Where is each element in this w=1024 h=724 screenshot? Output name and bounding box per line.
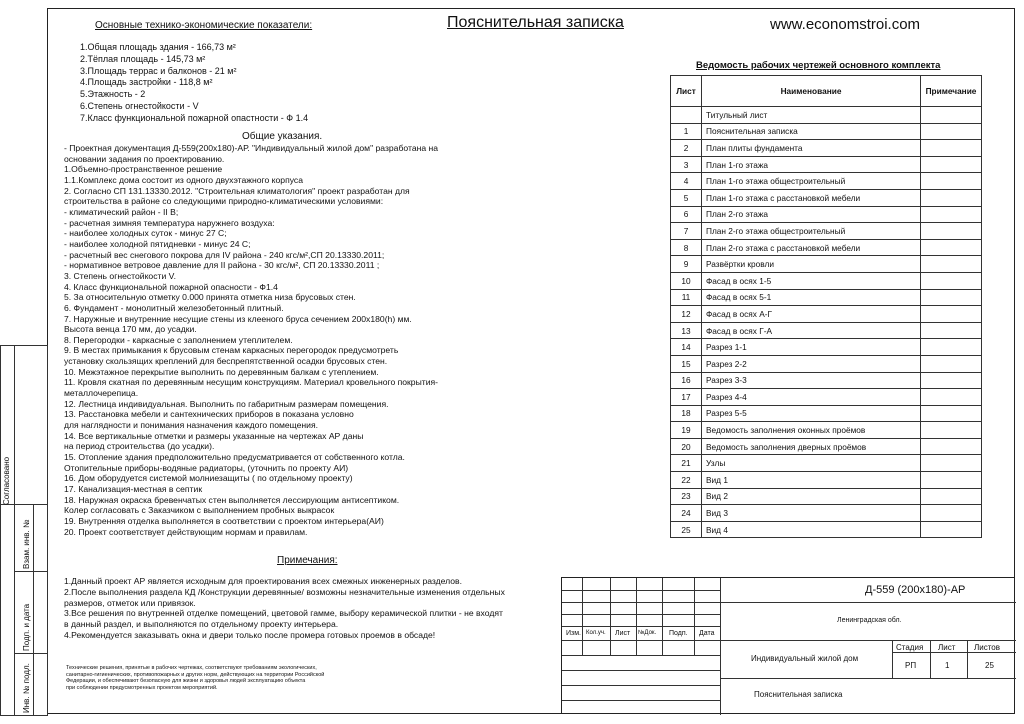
inv-podl-label: Инв. № подл. [22, 663, 31, 713]
text-line: Технические решения, принятые в рабочих чертежах, соответствуют требованиям экологических, [66, 665, 317, 671]
soglasovano-label: Согласовано [2, 456, 11, 505]
general-instructions-title: Общие указания. [242, 131, 323, 142]
table-row [671, 256, 982, 273]
sheet-number-cell: 24 [671, 505, 702, 522]
col-label-doc: №Док. [638, 630, 657, 636]
sheet-name-cell: Разрез 4-4 [702, 389, 921, 406]
text-line: 6. Фундамент - монолитный железобетонный плитный. [64, 302, 284, 313]
list-item: 2.Тёплая площадь - 145,73 м² [80, 53, 206, 64]
general-instructions-body [64, 143, 549, 537]
sheet-note-cell [921, 438, 982, 455]
table-row [671, 206, 982, 223]
tech-indicators-title: Основные технико-экономические показатели: [95, 20, 313, 31]
table-row [671, 223, 982, 240]
text-line: Высота венца 170 мм, до усадки. [64, 324, 197, 335]
text-line: 20. Проект соответствует действующим нормам и правилам. [64, 526, 308, 537]
text-line: 1.Объемно-пространственное решение [64, 164, 223, 175]
sheet-note-cell [921, 389, 982, 406]
text-line: металлочерепица. [64, 388, 139, 399]
table-row [671, 505, 982, 522]
text-line: 7. Наружные и внутренние несущие стены из клееного бруса сечением 200х180(h) мм. [64, 313, 412, 324]
region: Ленинградская обл. [837, 617, 902, 624]
sheet-name-cell: Фасад в осях 5-1 [702, 289, 921, 306]
table-row [671, 488, 982, 505]
drawings-register-title: Ведомость рабочих чертежей основного комплекта [696, 60, 941, 71]
sheet-note-cell [921, 156, 982, 173]
text-line: Федерации, и обеспечивают безопасную для жизни и здоровья людей эксплуатацию объекта [66, 678, 306, 684]
text-line: установку скользящих креплений для беспрепятственной осадки брусовых стен. [64, 356, 388, 367]
sheet-name-cell: План 2-го этажа общестроительный [702, 223, 921, 240]
text-line: 4.Рекомендуется заказывать окна и двери только после промера готовых проемов в обсаде! [64, 629, 436, 640]
notes-body [64, 576, 559, 641]
sheet-value: 1 [945, 661, 950, 670]
text-line: 12. Лестница индивидуальная. Выполнить по габаритным размерам помещения. [64, 398, 389, 409]
text-line: 19. Внутренняя отделка выполняется в соответствии с проектом интерьера(АИ) [64, 515, 384, 526]
list-item: 5.Этажность - 2 [80, 89, 146, 100]
text-line: - нормативное ветровое давление для II района - 30 кгс/м², СП 20.13330.2011 ; [64, 260, 380, 271]
table-row [671, 438, 982, 455]
list-item: 7.Класс функциональной пожарной опастности - Ф 1.4 [80, 112, 309, 123]
sheet-number-cell: 6 [671, 206, 702, 223]
sheet-number-cell: 2 [671, 140, 702, 157]
text-line: 4. Класс функциональной пожарной опасности - Ф1.4 [64, 281, 278, 292]
text-line: для наглядности и понимания назначения каждого помещения. [64, 420, 319, 431]
sheet-number-cell: 3 [671, 156, 702, 173]
sheet-note-cell [921, 140, 982, 157]
text-line: 18. Наружная окраска бревенчатых стен выполняется лессирующим антисептиком. [64, 494, 400, 505]
table-header-row [671, 76, 982, 107]
sheet-note-cell [921, 123, 982, 140]
title-block [561, 577, 1015, 714]
sheet-number-cell: 11 [671, 289, 702, 306]
sheet-name-cell: Вид 1 [702, 472, 921, 489]
table-row [671, 322, 982, 339]
text-line: - климатический район - II В; [64, 206, 179, 217]
sheet-note-cell [921, 256, 982, 273]
sheet-note-cell [921, 223, 982, 240]
list-item: 6.Степень огнестойкости - V [80, 100, 199, 111]
sheet-label: Лист [938, 643, 956, 652]
sheet-name-cell: Разрез 3-3 [702, 372, 921, 389]
table-row [671, 272, 982, 289]
text-line: 14. Все вертикальные отметки и размеры указанные на чертежах АР даны [64, 430, 364, 441]
text-line: - расчетная зимняя температура наружнего воздуха: [64, 217, 275, 228]
list-item: 1.Общая площадь здания - 166,73 м² [80, 42, 236, 52]
text-line: 3.Все решения по внутренней отделке помещений, цветовой гамме, выбору керамической плитки - не входят [64, 608, 503, 619]
sheet-name-cell: План 2-го этажа с расстановкой мебели [702, 239, 921, 256]
sheet-note-cell [921, 505, 982, 522]
sheet-name-cell: Пояснительная записка [702, 123, 921, 140]
compliance-disclaimer [66, 665, 396, 691]
vzam-inv-label: Взам. инв. № [22, 519, 31, 569]
col-label-kol: Кол.уч. [586, 630, 606, 636]
sheet-number-cell: 25 [671, 521, 702, 538]
sheet-name-cell: Фасад в осях Г-А [702, 322, 921, 339]
column-header-name: Наименование [702, 76, 921, 107]
sheet-number-cell: 16 [671, 372, 702, 389]
col-label-list: Лист [615, 630, 631, 637]
sheet-note-cell [921, 322, 982, 339]
sheet-note-cell [921, 339, 982, 356]
text-line: 10. Межэтажное перекрытие выполнить по деревянным балкам с утеплением. [64, 366, 379, 377]
site-url: www.economstroi.com [770, 16, 921, 33]
sheet-number-cell: 20 [671, 438, 702, 455]
text-line: 3. Степень огнестойкости V. [64, 270, 176, 281]
sheet-number-cell: 7 [671, 223, 702, 240]
text-line: 16. Дом оборудуется системой молниезащиты ( по отдельному проекту) [64, 473, 353, 484]
table-row [671, 289, 982, 306]
sheet-number-cell: 19 [671, 422, 702, 439]
sheet-note-cell [921, 272, 982, 289]
sheet-name-cell: Фасад в осях А-Г [702, 306, 921, 323]
table-row [671, 156, 982, 173]
table-row [671, 189, 982, 206]
sheet-note-cell [921, 472, 982, 489]
text-line: - Проектная документация Д-559(200х180)-АР. "Индивидуальный жилой дом" разработана на [64, 143, 439, 153]
sheet-number-cell [671, 107, 702, 124]
sheet-name-cell: Вид 3 [702, 505, 921, 522]
table-row [671, 355, 982, 372]
sheet-number-cell: 17 [671, 389, 702, 406]
sheet-note-cell [921, 405, 982, 422]
table-row [671, 422, 982, 439]
sheet-name-cell: Ведомость заполнения оконных проёмов [702, 422, 921, 439]
document-title: Пояснительная записка [447, 14, 624, 31]
table-row [671, 107, 982, 124]
sheet-name-cell: Разрез 1-1 [702, 339, 921, 356]
sheet-note-cell [921, 206, 982, 223]
text-line: 8. Перегородки - каркасные с заполнением утеплителем. [64, 334, 293, 345]
text-line: 5. За относительную отметку 0.000 принята отметка низа брусовых стен. [64, 292, 356, 303]
sheet-number-cell: 23 [671, 488, 702, 505]
text-line: 2. Согласно СП 131.13330.2012. "Строительная климатология" проект разработан для [64, 185, 410, 196]
table-row [671, 173, 982, 190]
table-row [671, 123, 982, 140]
text-line: 15. Отопление здания предположительно предусматривается от собственного котла. [64, 452, 405, 463]
column-header-note: Примечание [921, 76, 982, 107]
approval-strip [0, 345, 47, 715]
sheet-number-cell: 8 [671, 239, 702, 256]
sheet-note-cell [921, 372, 982, 389]
podp-data-label: Подп. и дата [22, 603, 31, 651]
table-row [671, 140, 982, 157]
text-line: Отопительные приборы-водяные радиаторы, (уточнить по проекту АИ) [64, 462, 349, 473]
table-row [671, 405, 982, 422]
sheet-name-cell: Ведомость заполнения дверных проёмов [702, 438, 921, 455]
sheets-value: 25 [985, 661, 994, 670]
sheet-name-cell: План 1-го этажа [702, 156, 921, 173]
list-item: 3.Площадь террас и балконов - 21 м² [80, 65, 237, 76]
text-line: - наиболее холодных суток - минус 27 С; [64, 228, 227, 239]
table-row [671, 389, 982, 406]
col-label-podp: Подп. [669, 630, 688, 637]
object-name: Индивидуальный жилой дом [751, 654, 859, 663]
text-line: размеров, отметок или привязок. [64, 597, 196, 608]
text-line: 2.После выполнения раздела КД /Конструкции деревянные/ возможны незначительные изменения отдельных [64, 586, 505, 597]
text-line: в данный раздел, и выполняются по отдельному проекту интерьера. [64, 619, 339, 630]
stage-label: Стадия [896, 643, 924, 652]
text-line: 1.1.Комплекс дома состоит из одного двухэтажного корпуса [64, 174, 304, 185]
sheet-name-cell: Разрез 5-5 [702, 405, 921, 422]
text-line: 17. Канализация-местная в септик [64, 484, 203, 494]
sheet-title: Пояснительная записка [754, 690, 843, 699]
sheet-number-cell: 21 [671, 455, 702, 472]
sheet-name-cell: План плиты фундамента [702, 140, 921, 157]
sheet-name-cell: Фасад в осях 1-5 [702, 272, 921, 289]
sheet-name-cell: Узлы [702, 455, 921, 472]
sheet-name-cell: Разрез 2-2 [702, 355, 921, 372]
text-line: санитарно-гигиенических, противопожарных и других норм, действующих на территории Российской [66, 671, 325, 678]
sheet-number-cell: 1 [671, 123, 702, 140]
table-row [671, 372, 982, 389]
sheet-name-cell: План 1-го этажа с расстановкой мебели [702, 189, 921, 206]
sheet-number-cell: 12 [671, 306, 702, 323]
sheet-note-cell [921, 189, 982, 206]
table-row [671, 521, 982, 538]
table-row [671, 472, 982, 489]
sheet-number-cell: 5 [671, 189, 702, 206]
text-line: 11. Кровля скатная по деревянным несущим конструкциям. Материал кровельного покрытия- [64, 377, 439, 388]
text-line: при соблюдении предусмотренных проектом мероприятий. [66, 684, 218, 691]
text-line: - расчетный вес снегового покрова для IV района - 240 кгс/м²,СП 20.13330.2011; [64, 249, 385, 260]
sheet-name-cell: Развёртки кровли [702, 256, 921, 273]
sheet-note-cell [921, 355, 982, 372]
sheet-number-cell: 14 [671, 339, 702, 356]
text-line: Колер согласовать с Заказчиком с выполнением пробных выкрасок [64, 505, 335, 516]
list-item: 4.Площадь застройки - 118,8 м² [80, 77, 213, 88]
project-code: Д-559 (200х180)-АР [865, 584, 966, 596]
table-row [671, 306, 982, 323]
col-label-izm: Изм. [566, 630, 581, 637]
sheet-note-cell [921, 455, 982, 472]
text-line: 9. В местах примыкания к брусовым стенам каркасных перегородок предусмотреть [64, 345, 399, 356]
table-row [671, 239, 982, 256]
sheet-note-cell [921, 239, 982, 256]
sheet-number-cell: 22 [671, 472, 702, 489]
sheet-name-cell: План 2-го этажа [702, 206, 921, 223]
text-line: строительства в районе со следующими природно-климатическими условиями: [64, 196, 384, 207]
column-header-sheet: Лист [671, 76, 702, 107]
text-line: 13. Расстановка мебели и сантехнических приборов в показана условно [64, 409, 354, 420]
sheet-number-cell: 9 [671, 256, 702, 273]
sheet-note-cell [921, 422, 982, 439]
sheet-number-cell: 13 [671, 322, 702, 339]
sheets-label: Листов [974, 643, 1000, 652]
sheet-note-cell [921, 488, 982, 505]
text-line: основании задания по проектированию. [64, 153, 225, 164]
table-row [671, 339, 982, 356]
sheet-number-cell: 10 [671, 272, 702, 289]
sheet-note-cell [921, 306, 982, 323]
sheet-name-cell: Титульный лист [702, 107, 921, 124]
sheet-name-cell: Вид 4 [702, 521, 921, 538]
text-line: 1.Данный проект АР является исходным для проектирования всех смежных инженерных разделов. [64, 576, 463, 586]
stage-value: РП [905, 661, 917, 670]
sheet-number-cell: 18 [671, 405, 702, 422]
sheet-number-cell: 15 [671, 355, 702, 372]
sheet-note-cell [921, 521, 982, 538]
text-line: на период строительства (до усадки). [64, 441, 215, 452]
sheet-note-cell [921, 289, 982, 306]
drawings-register-table [670, 75, 982, 538]
sheet-note-cell [921, 173, 982, 190]
sheet-name-cell: План 1-го этажа общестроительный [702, 173, 921, 190]
sheet-name-cell: Вид 2 [702, 488, 921, 505]
text-line: - наиболее холодной пятидневки - минус 24 С; [64, 238, 251, 249]
sheet-note-cell [921, 107, 982, 124]
table-row [671, 455, 982, 472]
col-label-data: Дата [699, 630, 715, 637]
tech-indicators-list [80, 42, 308, 125]
sheet-number-cell: 4 [671, 173, 702, 190]
notes-title: Примечания: [277, 555, 338, 566]
